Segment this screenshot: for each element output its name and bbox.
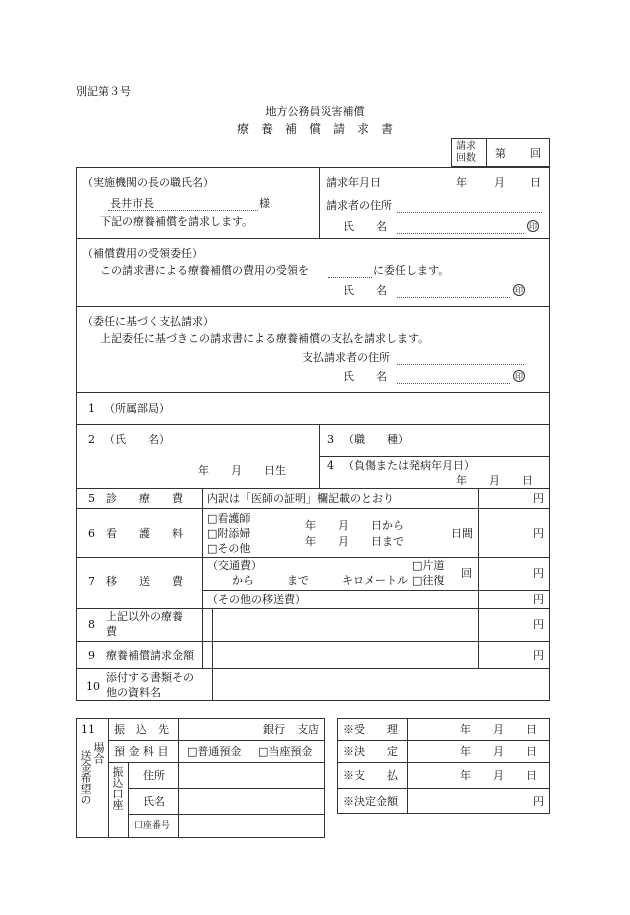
delegate-text-b: に委任します。: [373, 264, 450, 277]
row7-other-yen: 円: [533, 593, 544, 606]
row9-yen: 円: [533, 649, 544, 662]
row6-days: 日間: [451, 527, 473, 540]
claim-date-day[interactable]: 日: [530, 176, 541, 189]
account-name-label: 氏名: [143, 795, 165, 808]
office-decided-date[interactable]: 年 月 日: [460, 745, 537, 758]
office-amount-yen: 円: [533, 795, 544, 808]
row7-times: 回: [461, 567, 472, 580]
bank-vertical-b: 場合: [92, 742, 105, 764]
payer-name-field[interactable]: [397, 383, 510, 384]
account-number-label: 口座番号: [134, 821, 171, 831]
payment-heading: （委任に基づく支払請求）: [82, 315, 214, 328]
claim-count-kai: 回: [530, 147, 541, 160]
claim-date-label: 請求年月日: [326, 176, 381, 189]
delegate-text-a: この請求書による療養補償の費用の受領を: [100, 264, 309, 277]
bank-branch[interactable]: 支店: [297, 723, 319, 736]
office-decided-label: ※決 定: [343, 745, 398, 758]
seal-icon: 印: [515, 372, 523, 381]
row6-option-nurse[interactable]: □看護師: [207, 512, 251, 525]
row10-num: 10: [86, 680, 100, 693]
row5-yen: 円: [533, 492, 544, 505]
row2-num: 2: [88, 433, 95, 446]
delegate-name-field[interactable]: [328, 277, 372, 278]
office-paid-date[interactable]: 年 月 日: [460, 769, 537, 782]
row7-label: 移 送 費: [106, 575, 183, 588]
form-number: 別記第３号: [76, 85, 131, 98]
row8-label-1: 上記以外の療養: [106, 610, 183, 623]
row7-oneway[interactable]: □片道: [412, 559, 445, 572]
org-name[interactable]: 長井市長: [110, 197, 154, 210]
seal-icon: 印: [515, 286, 523, 295]
form-title-line1: 地方公務員災害補償: [265, 105, 365, 118]
org-sama: 様: [259, 197, 270, 210]
form-title-line2: 療 養 補 償 請 求 書: [236, 122, 393, 136]
row8-label-2: 費: [106, 625, 117, 638]
row4-date[interactable]: 年 月 日: [456, 474, 533, 487]
account-vertical-label: 振込口座: [111, 766, 124, 810]
payer-address-label: 支払請求者の住所: [302, 351, 390, 364]
office-amount-label: ※決定金額: [343, 795, 398, 808]
row6-num: 6: [88, 527, 95, 540]
claimant-address-field[interactable]: [397, 212, 542, 213]
row1-num: 1: [88, 402, 95, 415]
office-received-label: ※受 理: [343, 723, 398, 736]
claim-date-month[interactable]: 月: [494, 176, 505, 189]
delegator-name-field[interactable]: [397, 297, 510, 298]
row7-other-label: （その他の移送費）: [207, 593, 306, 606]
row6-from-date[interactable]: 年 月 日から: [305, 519, 404, 532]
org-label: （実施機関の長の職氏名）: [82, 176, 214, 189]
account-type-label: 預 金 科 目: [114, 745, 169, 758]
claim-count-label: 請求回数: [456, 141, 476, 164]
delegator-name-label: 氏 名: [343, 284, 387, 297]
payer-name-label: 氏 名: [343, 370, 387, 383]
row7-route[interactable]: から まで キロメートル: [232, 574, 408, 587]
row7-yen: 円: [533, 567, 544, 580]
row7-num: 7: [88, 575, 95, 588]
bank-furikomisaki-label: 振 込 先: [114, 723, 169, 736]
row3-num: 3: [327, 433, 334, 446]
claim-date-year[interactable]: 年: [456, 176, 467, 189]
row9-num: 9: [88, 649, 95, 662]
claimant-name-label: 氏 名: [343, 220, 387, 233]
request-text: 下記の療養補償を請求します。: [100, 215, 254, 228]
row2-label: （氏 名）: [104, 433, 170, 446]
payer-address-field[interactable]: [397, 364, 524, 365]
claim-count-dai: 第: [495, 147, 506, 160]
row6-yen: 円: [533, 527, 544, 540]
bank-num: 11: [81, 723, 95, 736]
claimant-address-label: 請求者の住所: [326, 199, 392, 212]
office-received-date[interactable]: 年 月 日: [460, 723, 537, 736]
row8-yen: 円: [533, 618, 544, 631]
bank-vertical-a: 送金希望の: [79, 750, 92, 805]
row3-label: （職 種）: [343, 433, 409, 446]
row6-option-attendant[interactable]: □附添婦: [207, 527, 251, 540]
account-type-toza[interactable]: □当座預金: [258, 745, 313, 758]
delegate-heading: （補償費用の受領委任）: [82, 247, 203, 260]
row2-birth[interactable]: 年 月 日生: [198, 464, 286, 477]
row7-transport-label: （交通費）: [207, 559, 262, 572]
row5-detail: 内訳は「医師の証明」欄記載のとおり: [207, 492, 394, 505]
row6-label: 看 護 料: [106, 527, 183, 540]
row7-roundtrip[interactable]: □往復: [412, 574, 445, 587]
row9-label: 療養補償請求金額: [106, 649, 194, 662]
row8-num: 8: [88, 618, 95, 631]
row6-option-other[interactable]: □その他: [207, 542, 251, 555]
payment-text: 上記委任に基づきこの請求書による療養補償の支払を請求します。: [100, 332, 430, 345]
account-type-futsu[interactable]: □普通預金: [187, 745, 242, 758]
row4-num: 4: [327, 459, 334, 472]
row10-label-2: 他の資料名: [106, 686, 161, 699]
row1-label: （所属部局）: [104, 402, 170, 415]
row4-label: （負傷または発病年月日）: [343, 459, 475, 472]
row10-label-1: 添付する書類その: [106, 671, 194, 684]
office-paid-label: ※支 払: [343, 769, 398, 782]
claimant-name-field[interactable]: [397, 233, 524, 234]
row5-label: 診 療 費: [106, 492, 183, 505]
row5-num: 5: [88, 492, 95, 505]
bank-bank[interactable]: 銀行: [263, 723, 285, 736]
seal-icon: 印: [529, 222, 537, 231]
account-address-label: 住所: [143, 769, 165, 782]
row6-to-date[interactable]: 年 月 日まで: [305, 535, 404, 548]
